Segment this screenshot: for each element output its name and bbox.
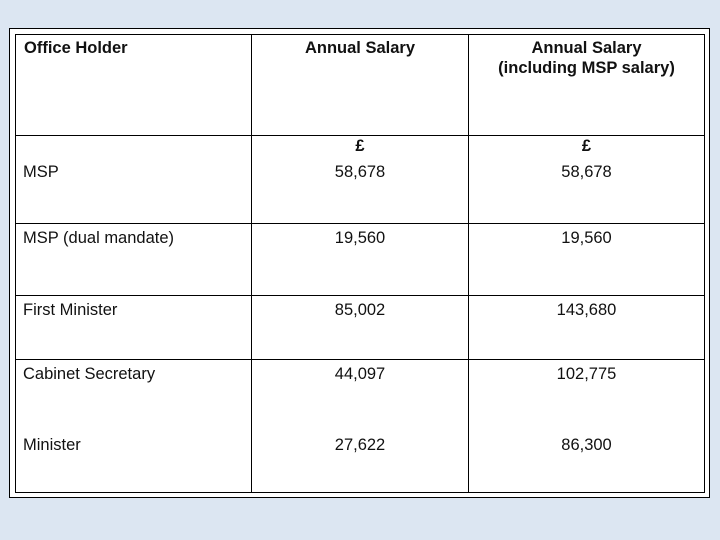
row-total: 102,775: [469, 360, 705, 431]
header-annual-salary-incl-line1: Annual Salary: [531, 39, 642, 57]
table-row: [16, 360, 705, 431]
salary-table: [15, 34, 705, 493]
row-salary: 27,622: [252, 431, 469, 493]
unit-annual-salary-incl: £: [469, 136, 705, 158]
unit-cell-empty: [16, 136, 252, 158]
row-office: Minister: [16, 431, 252, 493]
table-row: [16, 431, 705, 493]
row-office: MSP (dual mandate): [16, 224, 252, 296]
table-row: [16, 224, 705, 296]
row-salary: 58,678: [252, 158, 469, 224]
unit-annual-salary: £: [252, 136, 469, 158]
table-row: [16, 158, 705, 224]
table-row: [16, 296, 705, 360]
header-annual-salary: Annual Salary: [252, 35, 469, 136]
row-total: 58,678: [469, 158, 705, 224]
row-office: MSP: [16, 158, 252, 224]
row-total: 86,300: [469, 431, 705, 493]
document-frame: [9, 28, 710, 498]
header-office-holder: Office Holder: [16, 35, 252, 136]
header-row: [16, 35, 705, 136]
row-salary: 44,097: [252, 360, 469, 431]
row-total: 143,680: [469, 296, 705, 360]
unit-row: [16, 136, 705, 158]
row-office: Cabinet Secretary: [16, 360, 252, 431]
row-salary: 85,002: [252, 296, 469, 360]
row-salary: 19,560: [252, 224, 469, 296]
row-office: First Minister: [16, 296, 252, 360]
row-total: 19,560: [469, 224, 705, 296]
header-annual-salary-incl: [469, 35, 705, 136]
header-annual-salary-incl-line2: (including MSP salary): [498, 59, 675, 77]
